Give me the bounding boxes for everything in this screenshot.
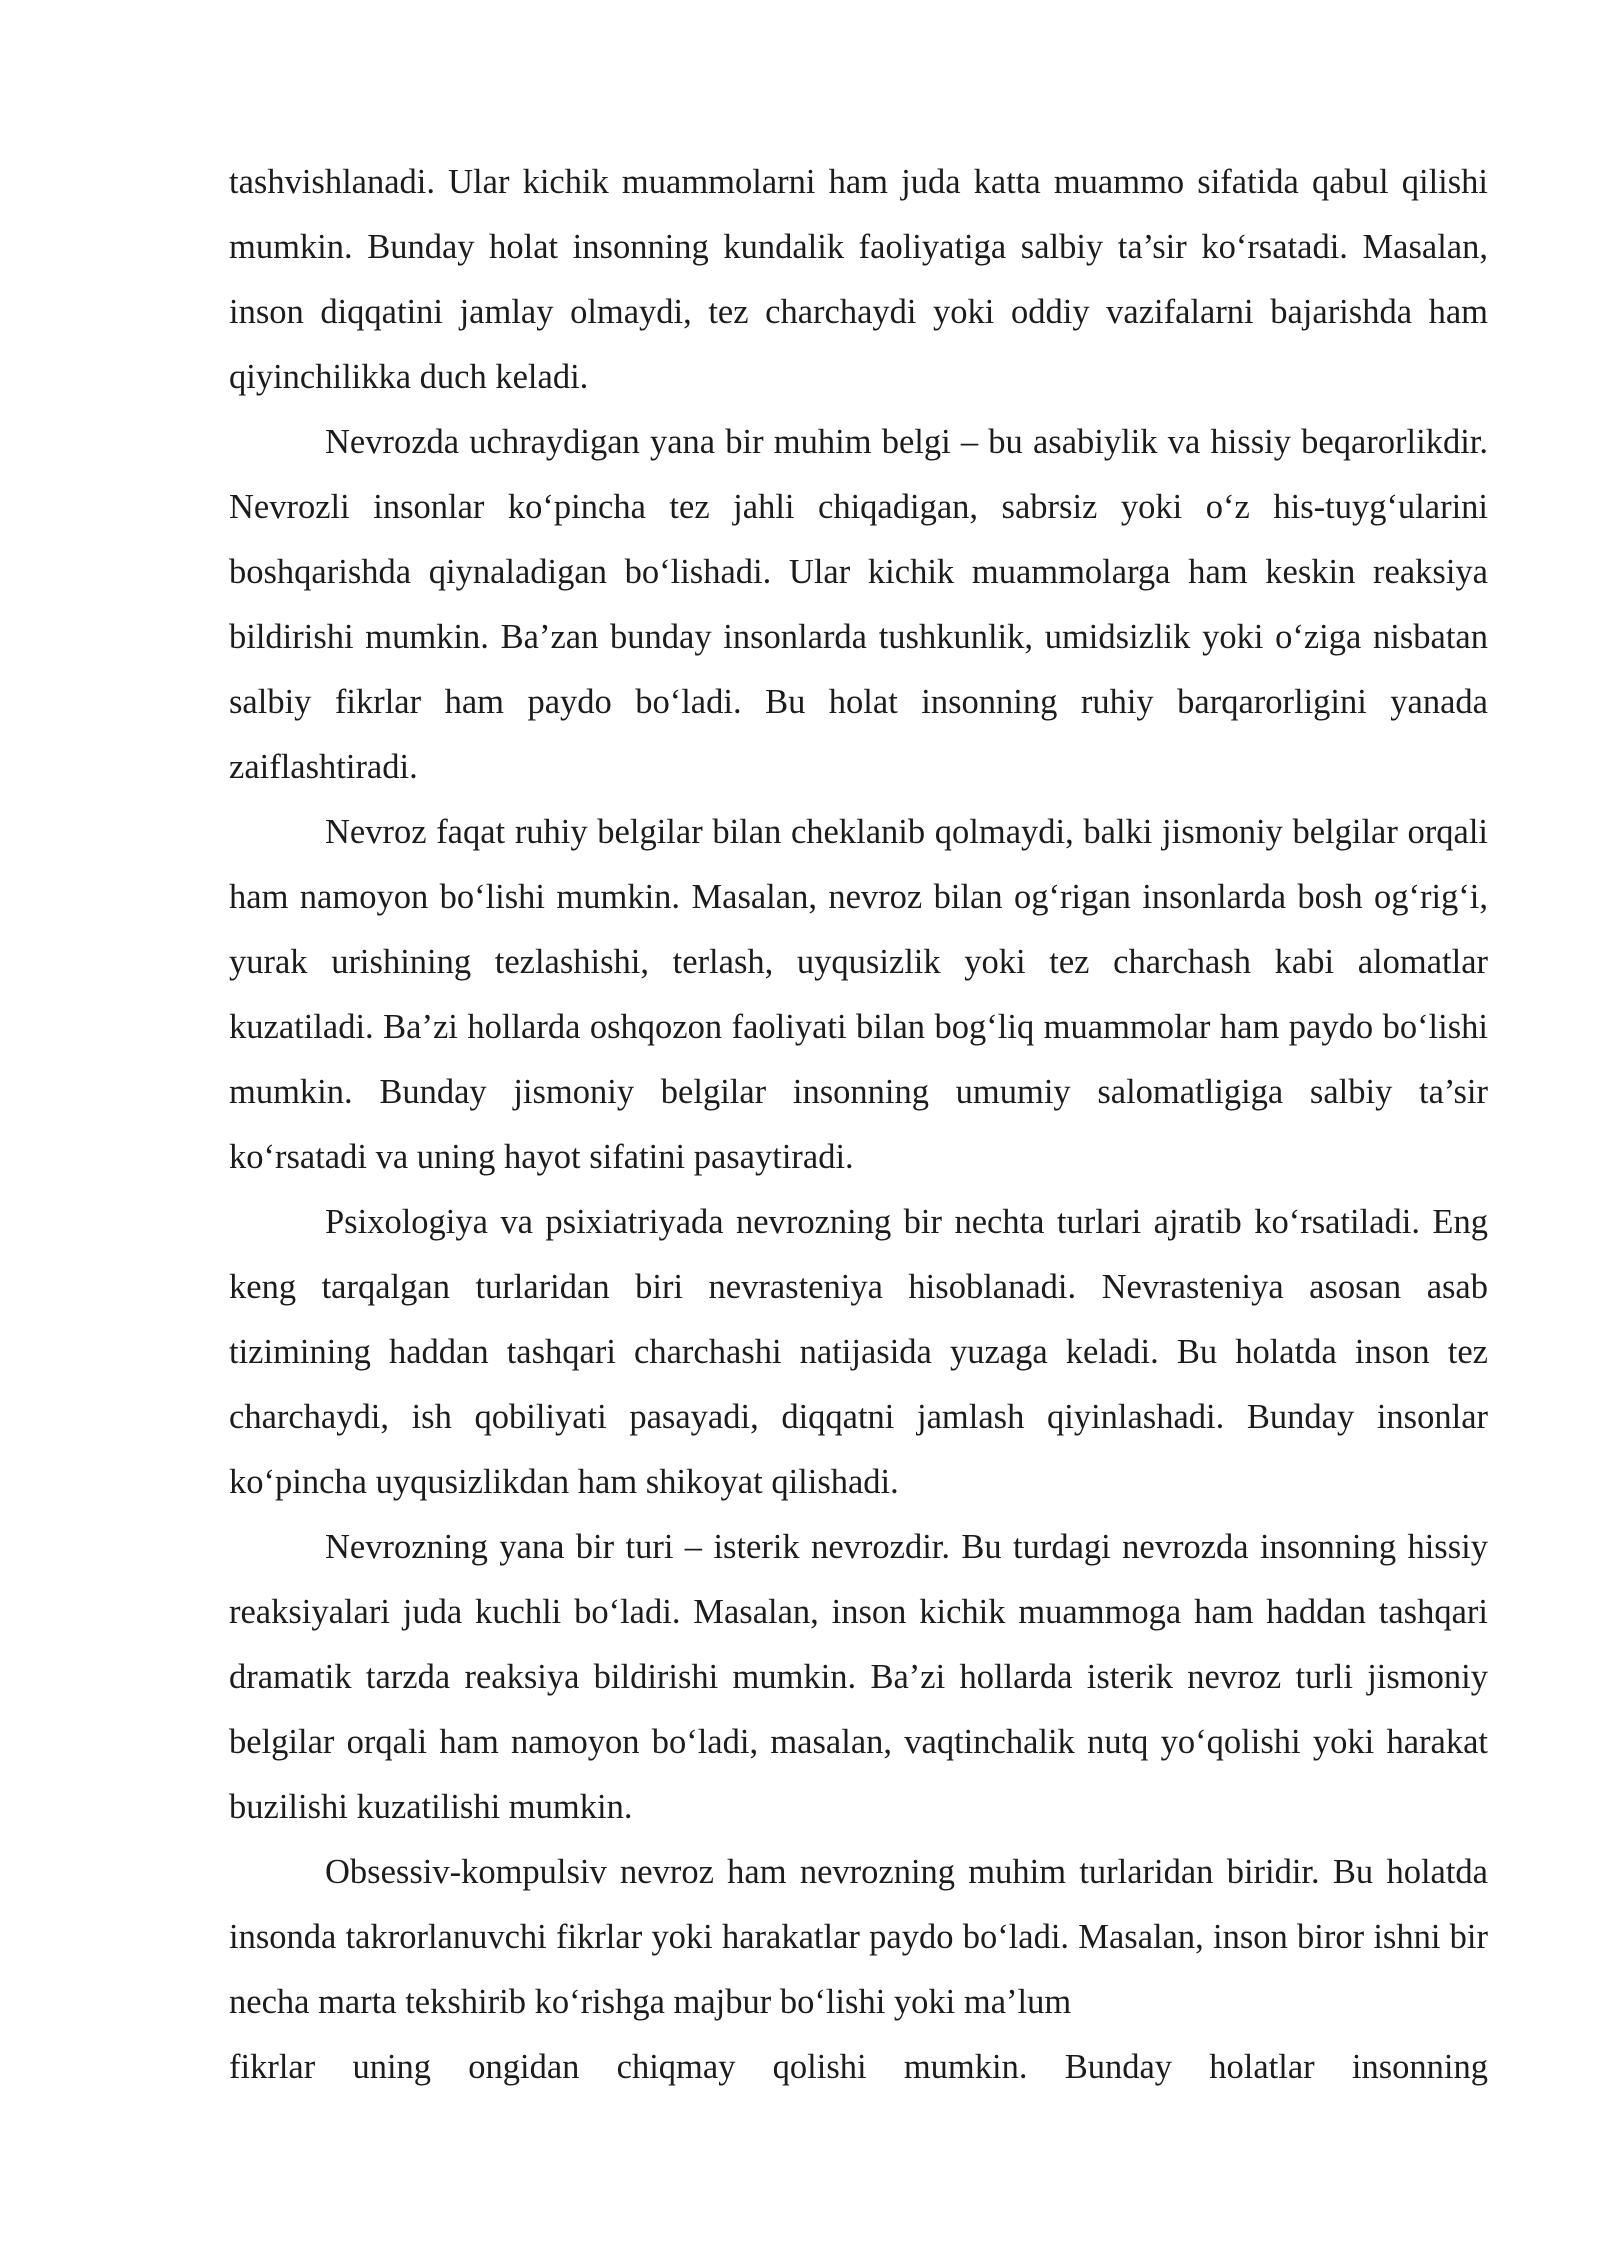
paragraph-physical-symptoms: Nevroz faqat ruhiy belgilar bilan cheklanib qolmaydi, balki jismoniy belgilar orqali ham namoyon bo‘lishi mumkin. Masalan, nevroz bilan og‘rigan insonlarda bosh og‘rig‘i, yurak urishining tezlashishi, terlash, uyqusizlik yoki tez charchash kabi alomatlar kuzatiladi. Ba’zi hollarda oshqozon faoliyati bilan bog‘liq muammolar ham paydo bo‘lishi mumkin. Bunday jismoniy belgilar insonning umumiy salomatligiga salbiy ta’sir ko‘rsatadi va uning hayot sifatini pasaytiradi. xyxy=(229,813,1488,1176)
body-text xyxy=(229,150,1488,2100)
paragraph-hysterical-neurosis: Nevrozning yana bir turi – isterik nevrozdir. Bu turdagi nevrozda insonning hissiy reaksiyalari juda kuchli bo‘ladi. Masalan, inson kichik muammoga ham haddan tashqari dramatik tarzda reaksiya bildirishi mumkin. Ba’zi hollarda isterik nevroz turli jismoniy belgilar orqali ham namoyon bo‘ladi, masalan, vaqtinchalik nutq yo‘qolishi yoki harakat buzilishi kuzatilishi mumkin. xyxy=(229,1528,1488,1826)
paragraph-continuation: tashvishlanadi. Ular kichik muammolarni ham juda katta muammo sifatida qabul qilishi mumkin. Bunday holat insonning kundalik faoliyatiga salbiy ta’sir ko‘rsatadi. Masalan, inson diqqatini jamlay olmaydi, tez charchaydi yoki oddiy vazifalarni bajarishda ham qiyinchilikka duch keladi. xyxy=(229,163,1488,396)
paragraph-irritability: Nevrozda uchraydigan yana bir muhim belgi – bu asabiylik va hissiy beqarorlikdir. Nevrozli insonlar ko‘pincha tez jahli chiqadigan, sabrsiz yoki o‘z his-tuyg‘ularini boshqarishda qiynaladigan bo‘lishadi. Ular kichik muammolarga ham keskin reaksiya bildirishi mumkin. Ba’zan bunday insonlarda tushkunlik, umidsizlik yoki o‘ziga nisbatan salbiy fikrlar ham paydo bo‘ladi. Bu holat insonning ruhiy barqarorligini yanada zaiflashtiradi. xyxy=(229,423,1488,786)
paragraph-obsessive-compulsive: Obsessiv-kompulsiv nevroz ham nevrozning muhim turlaridan biridir. Bu holatda insonda takrorlanuvchi fikrlar yoki harakatlar paydo bo‘ladi. Masalan, inson biror ishni bir necha marta tekshirib ko‘rishga majbur bo‘lishi yoki ma’lum xyxy=(229,1853,1488,2021)
paragraph-neurasthenia: Psixologiya va psixiatriyada nevrozning bir nechta turlari ajratib ko‘rsatiladi. Eng keng tarqalgan turlaridan biri nevrasteniya hisoblanadi. Nevrasteniya asosan asab tizimining haddan tashqari charchashi natijasida yuzaga keladi. Bu holatda inson tez charchaydi, ish qobiliyati pasayadi, diqqatni jamlash qiyinlashadi. Bunday insonlar ko‘pincha uyqusizlikdan ham shikoyat qilishadi. xyxy=(229,1203,1488,1501)
paragraph-truncated-line: fikrlar uning ongidan chiqmay qolishi mumkin. Bunday holatlar insonning xyxy=(229,2048,1488,2086)
